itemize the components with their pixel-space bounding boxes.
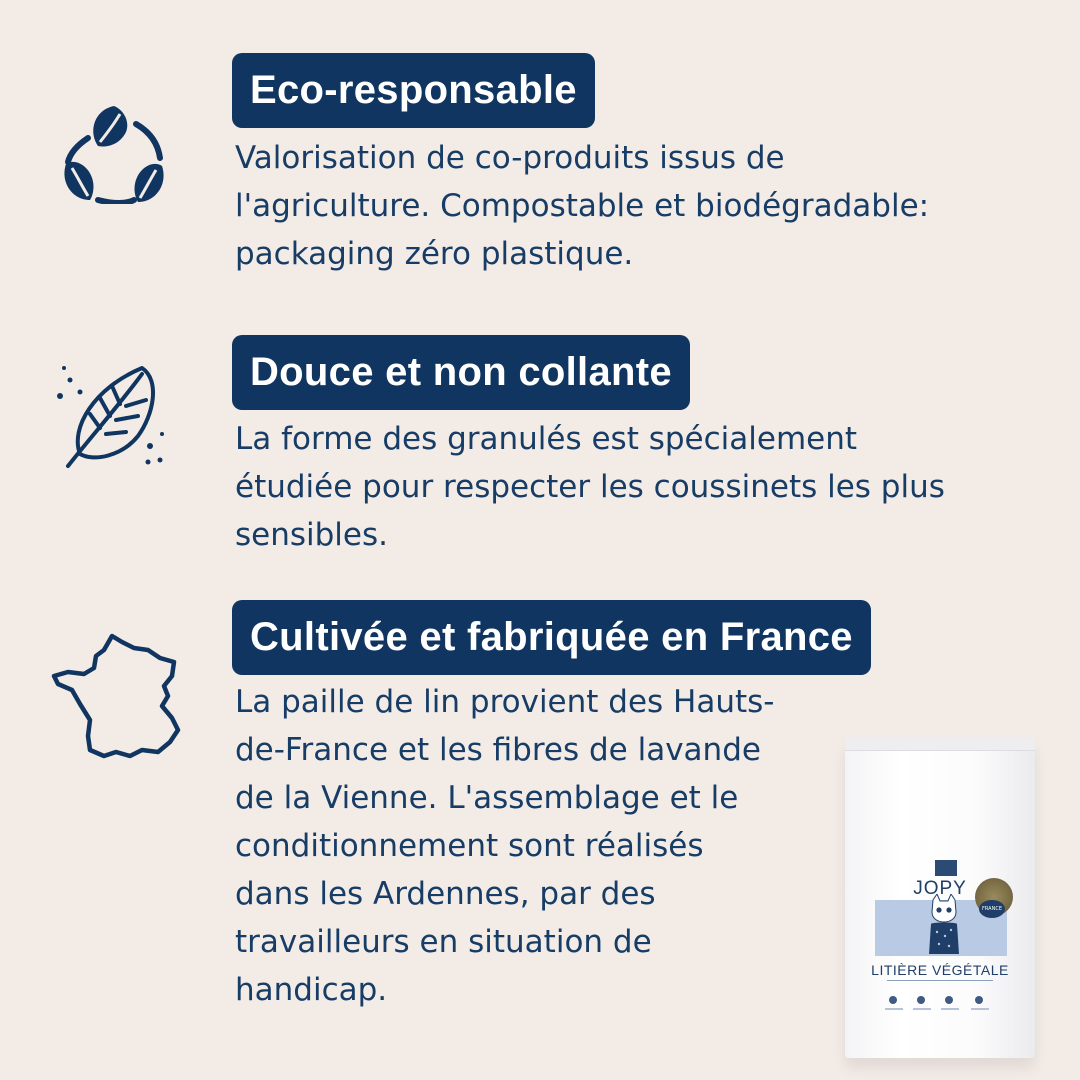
bag-france-badge: FRANCE xyxy=(979,900,1005,918)
product-bag-image xyxy=(845,738,1035,1058)
description-line: étudiée pour respecter les coussinets les plus xyxy=(235,469,945,505)
bag-seal-strip xyxy=(845,738,1035,751)
description-line: packaging zéro plastique. xyxy=(235,236,634,272)
feature-description xyxy=(235,678,775,1014)
bag-divider xyxy=(887,980,993,981)
bag-brand: JOPY xyxy=(913,878,967,899)
recycle-leaves-icon xyxy=(58,104,170,204)
description-line: dans les Ardennes, par des xyxy=(235,876,656,912)
feature-description xyxy=(235,415,945,559)
bag-product-name: LITIÈRE VÉGÉTALE xyxy=(871,962,1009,978)
description-line: conditionnement sont réalisés xyxy=(235,828,704,864)
description-line: de-France et les fibres de lavande xyxy=(235,732,761,768)
feature-title: Cultivée et fabriquée en France xyxy=(232,600,871,675)
france-map-icon xyxy=(50,632,185,762)
bag-logo xyxy=(935,860,957,876)
description-line: de la Vienne. L'assemblage et le xyxy=(235,780,739,816)
cat-illustration-icon xyxy=(927,894,961,960)
description-line: La paille de lin provient des Hauts- xyxy=(235,684,775,720)
description-line: La forme des granulés est spécialement xyxy=(235,421,858,457)
feature-title: Douce et non collante xyxy=(232,335,690,410)
feature-title: Eco-responsable xyxy=(232,53,595,128)
description-line: handicap. xyxy=(235,972,388,1008)
feather-icon xyxy=(50,358,170,478)
description-line: Valorisation de co-produits issus de xyxy=(235,140,785,176)
description-line: l'agriculture. Compostable et biodégradable: xyxy=(235,188,930,224)
description-line: travailleurs en situation de xyxy=(235,924,652,960)
description-line: sensibles. xyxy=(235,517,389,553)
feature-description xyxy=(235,134,929,278)
bag-feature-icons xyxy=(885,996,995,1026)
